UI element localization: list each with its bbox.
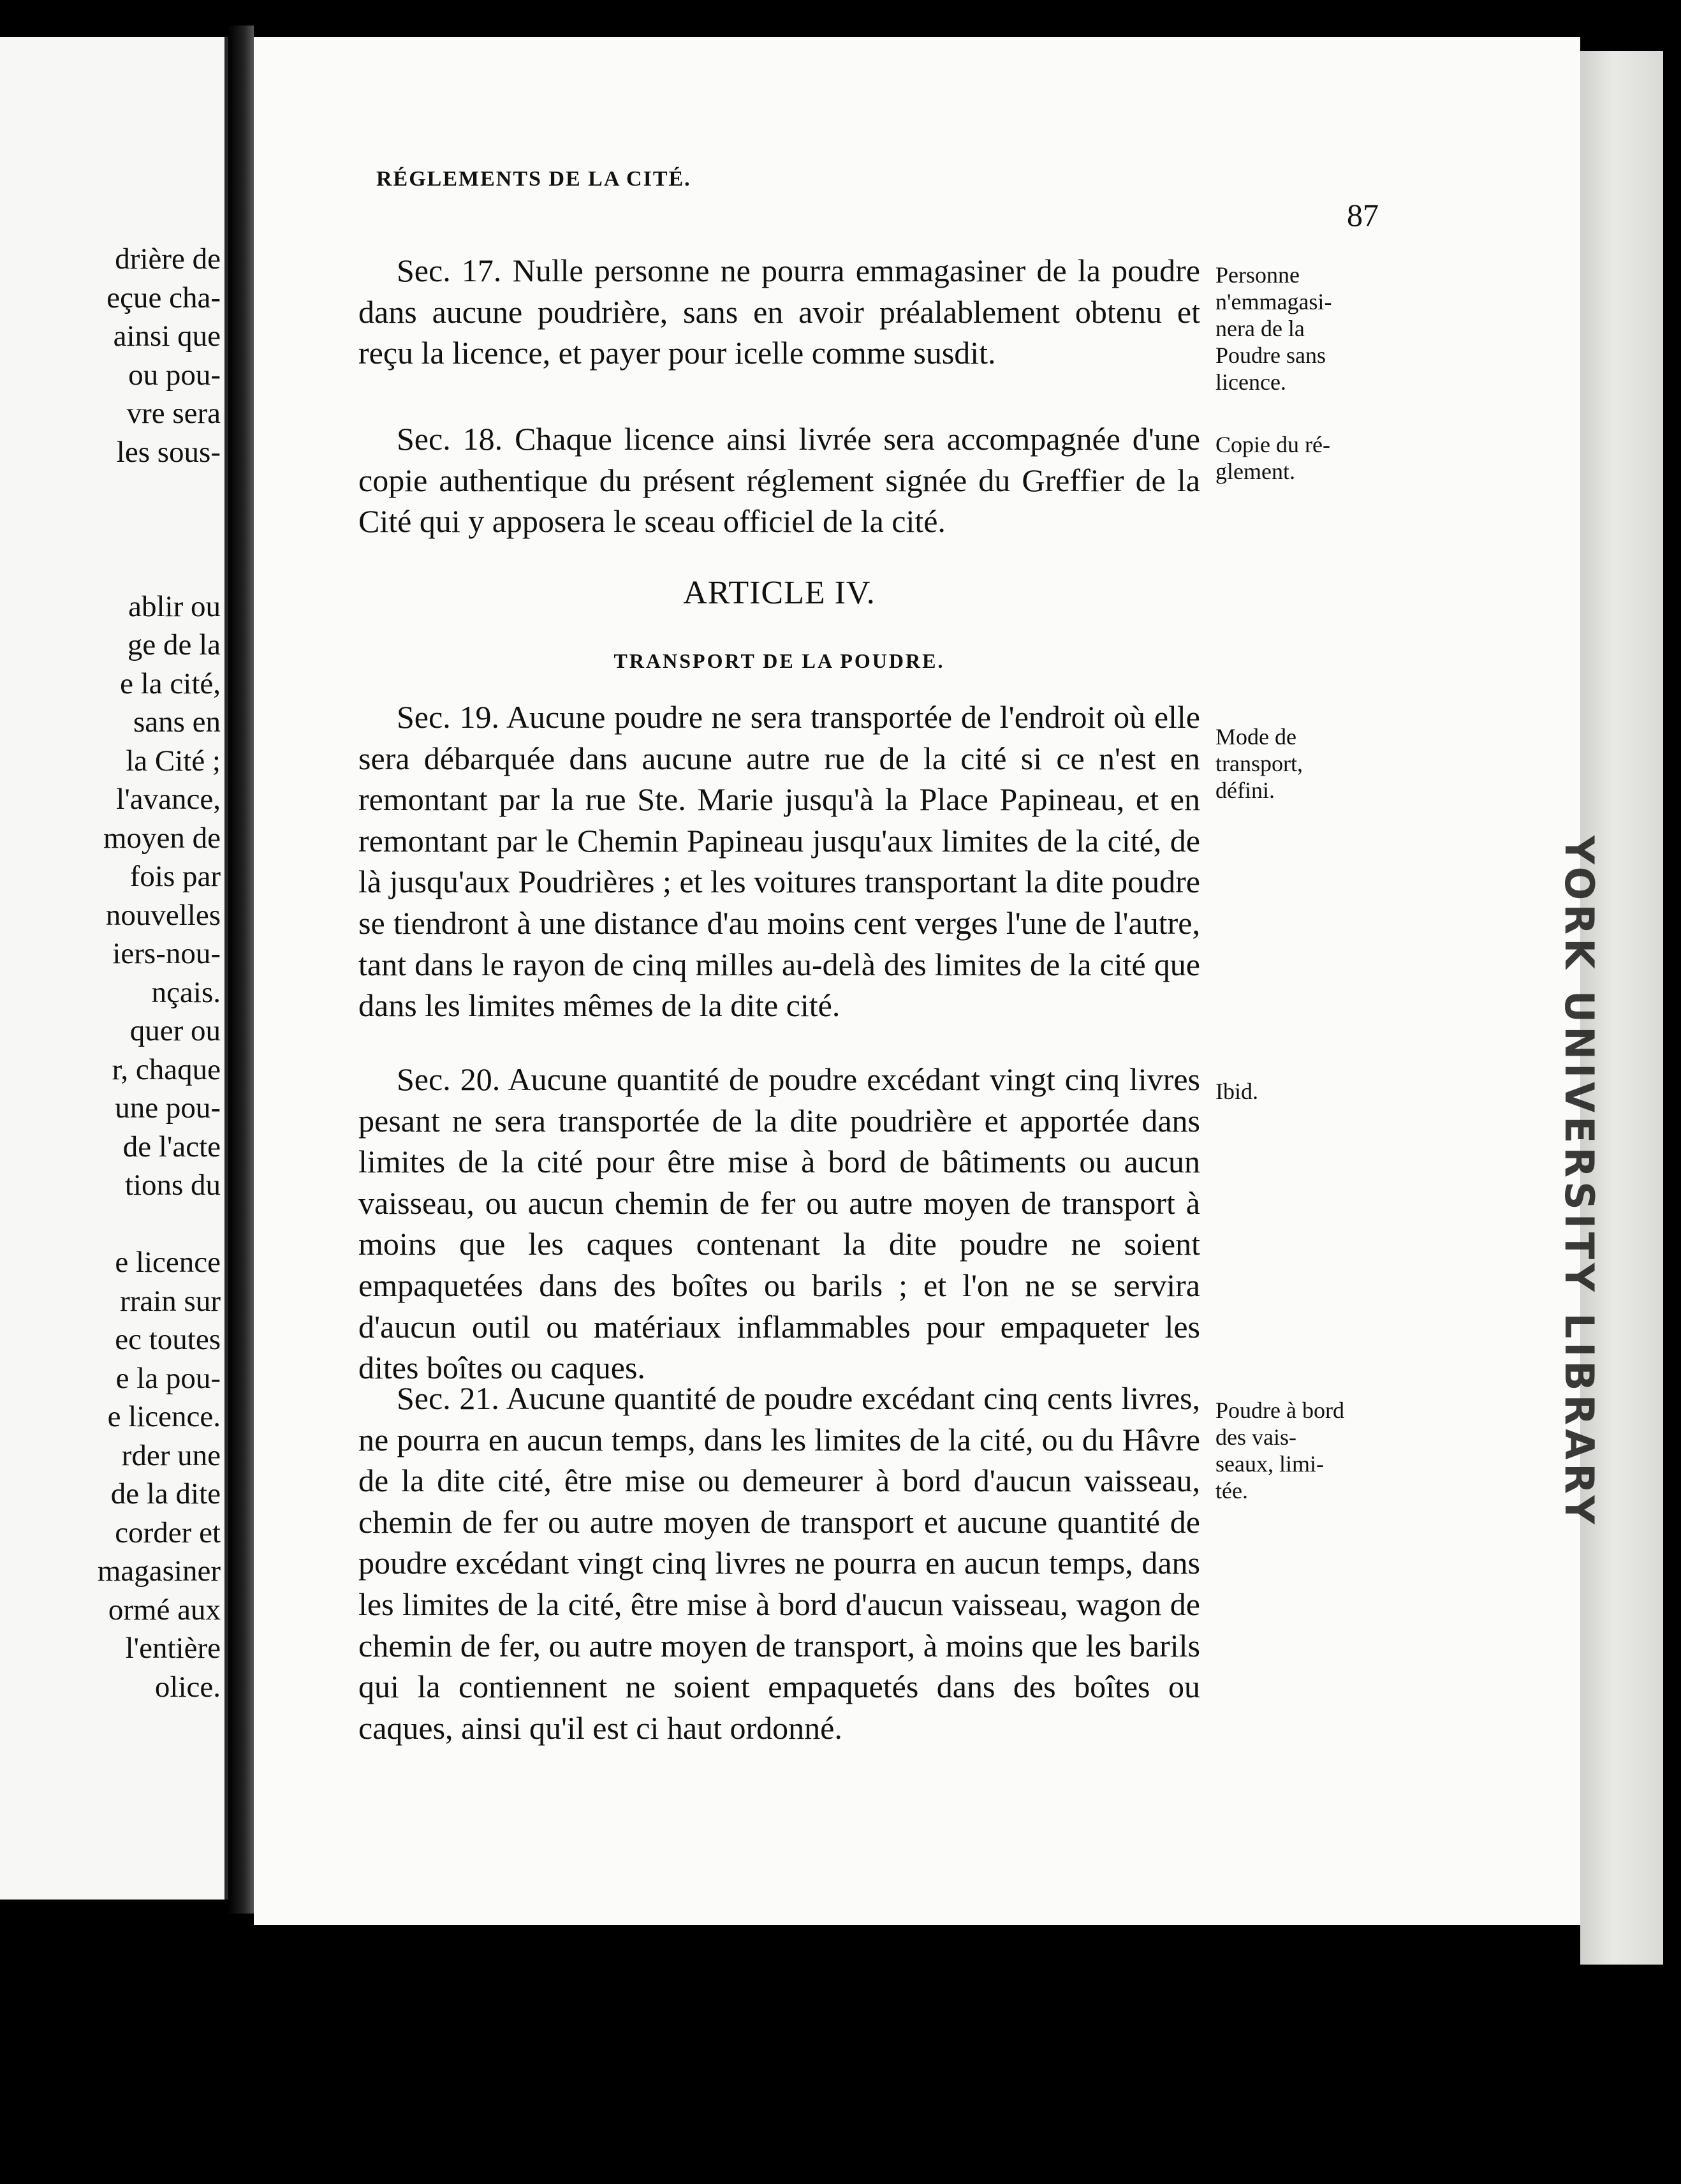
left-page-line: nçais. (151, 975, 221, 1009)
left-page-line: rder une (121, 1438, 221, 1472)
library-stamp: YORK UNIVERSITY LIBRARY (1556, 836, 1603, 1528)
margin-note-20: Ibid. (1215, 1079, 1258, 1104)
left-page-line: nouvelles (105, 898, 221, 932)
book-gutter (228, 26, 254, 1914)
left-page-line: corder et (115, 1516, 221, 1549)
left-page-line: e licence (115, 1246, 221, 1279)
left-page-line: ou pou- (128, 358, 221, 392)
left-page-line: fois par (129, 860, 221, 893)
left-page-line: rrain sur (120, 1284, 221, 1318)
left-page-line: r, chaque (112, 1052, 221, 1086)
left-page-line: tions du (124, 1169, 221, 1202)
left-page-line: les sous- (116, 435, 221, 469)
left-page-line: sans en (133, 705, 221, 739)
article-subheading: TRANSPORT DE LA POUDRE. (613, 649, 945, 672)
margin-note-21: Poudre à bord des vais- seaux, limi- tée. (1215, 1398, 1344, 1503)
margin-note-17: Personne n'emmagasi- nera de la Poudre sans licence. (1215, 262, 1332, 395)
section-17: Sec. 17. Nulle personne ne pourra emmagasiner de la poudre dans aucune poudrière, sans en avoir préalablement obtenu et reçu la licence, et payer pour icelle comme susdit. (358, 253, 1200, 371)
left-page-line: de la dite (110, 1477, 221, 1510)
left-page-line: ormé aux (108, 1593, 221, 1627)
left-page-line: ec toutes (115, 1323, 221, 1356)
left-page-line: moyen de (103, 821, 221, 855)
left-page-line: iers-nou- (112, 937, 221, 970)
left-page-line: de l'acte (122, 1130, 221, 1163)
left-page-line: e licence. (107, 1400, 221, 1433)
left-page-line: l'avance, (116, 783, 221, 816)
section-20: Sec. 20. Aucune quantité de poudre excédant vingt cinq livres pesant ne sera transportée de la dite poudrière et apportée dans limites de la cité pour être mise à bord de bâtiments ou aucun vaisseau, ou aucun chemin de fer ou autre moyen de transport à moins que les caques contenant la dite poudre ne soient empaquetées dans des boîtes ou barils ; et l'on ne se servira d'aucun outil ou matériaux inflammables pour empaqueter les dites boîtes ou caques. (358, 1061, 1200, 1386)
left-page-line: vre sera (126, 397, 221, 430)
left-page-line: ablir ou (128, 589, 221, 623)
left-page-line: la Cité ; (126, 744, 221, 778)
section-18: Sec. 18. Chaque licence ainsi livrée sera accompagnée d'une copie authentique du présent réglement signée du Greffier de la Cité qui y apposera le sceau officiel de la cité. (358, 421, 1200, 540)
left-page-line: ainsi que (113, 320, 221, 353)
left-page-line: l'entière (125, 1632, 221, 1665)
left-facing-page (0, 37, 228, 1900)
margin-note-18: Copie du ré- glement. (1215, 432, 1330, 484)
left-page-line: ge de la (127, 628, 221, 661)
left-page-line: quer ou (129, 1014, 221, 1047)
margin-note-19: Mode de transport, défini. (1215, 724, 1303, 803)
section-21: Sec. 21. Aucune quantité de poudre excédant cinq cents livres, ne pourra en aucun temps, dans les limites de la cité, ou du Hâvre de la dite cité, être mise ou demeurer à bord d'aucun vaisseau, chemin de fer ou autre moyen de transport et aucune quantité de poudre excédant vingt cinq livres ne pourra en aucun temps, dans les limites de la cité, être mise à bord d'aucun vaisseau, wagon de chemin de fer, ou autre moyen de transport, à moins que les barils qui la contiennent ne soient empaquetés dans des boîtes ou caques, ainsi qu'il est ci haut ordonné. (358, 1380, 1200, 1746)
running-head: RÉGLEMENTS DE LA CITÉ. (376, 167, 691, 191)
left-page-line: e la cité, (120, 667, 221, 700)
left-page-line: une pou- (115, 1091, 221, 1125)
left-page-line: olice. (154, 1670, 221, 1704)
left-page-line: e la pou- (115, 1361, 221, 1395)
left-page-line: eçue cha- (106, 281, 221, 314)
section-19: Sec. 19. Aucune poudre ne sera transportée de l'endroit où elle sera débarquée dans aucune autre rue de la cité si ce n'est en remontant par la rue Ste. Marie jusqu'à la Place Papineau, et en remontant par le Chemin Papineau jusqu'aux limites de la cité, de là jusqu'aux Poudrières ; et les voitures transportant la dite poudre se tiendront à une distance d'au moins cent verges l'une de l'autre, tant dans le rayon de cinq milles au-delà des limites de la cité que dans les limites mêmes de la dite cité. (358, 699, 1200, 1024)
left-page-line: magasiner (97, 1554, 221, 1588)
page-number: 87 (1347, 197, 1379, 233)
left-page-line: drière de (115, 242, 221, 276)
article-heading: ARTICLE IV. (683, 575, 876, 611)
